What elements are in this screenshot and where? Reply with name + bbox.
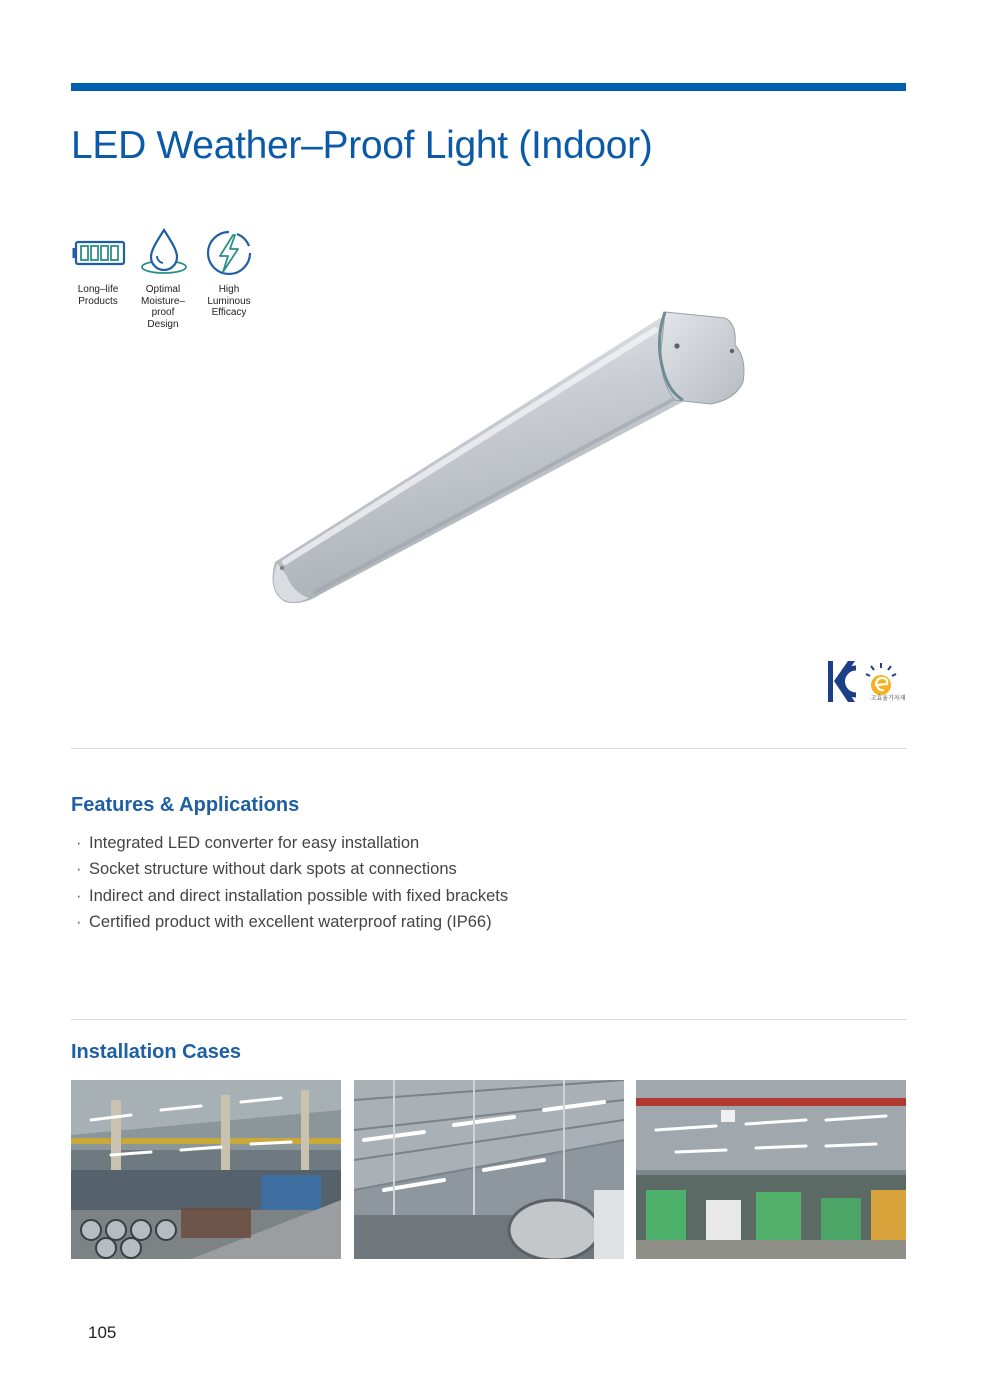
kc-mark-icon [828,661,856,702]
battery-icon [71,235,127,271]
product-image [255,300,755,620]
installation-photo-warehouse [354,1080,624,1259]
water-drop-icon [138,226,190,278]
efficiency-mark-icon [866,663,896,695]
installation-photo-factory [71,1080,341,1259]
list-item: · Integrated LED converter for easy installation [76,834,420,852]
page-number: 105 [88,1323,117,1342]
lightning-icon [205,229,253,277]
installation-photo-manufacturing [636,1080,906,1259]
efficiency-label: 고효율기자재 [870,696,906,702]
installation-heading: Installation Cases [71,1041,242,1063]
page-title: LED Weather–Proof Light (Indoor) [71,124,653,167]
list-item: · Socket structure without dark spots at connections [76,860,457,879]
divider-features [71,748,906,749]
top-accent-bar [71,83,906,91]
icon-label-long-life: Long–life Products [77,284,119,307]
features-list [76,830,508,936]
icon-label-moisture-proof: Optimal Moisture– proof Design [141,284,185,330]
divider-installation [71,1019,906,1020]
list-item: · Indirect and direct installation possible with fixed brackets [76,886,509,905]
icon-label-luminous-efficacy: High Luminous Efficacy [207,284,251,318]
kc-label [826,658,827,659]
features-heading: Features & Applications [71,794,300,816]
list-item: · Certified product with excellent waterproof rating (IP66) [76,913,492,932]
